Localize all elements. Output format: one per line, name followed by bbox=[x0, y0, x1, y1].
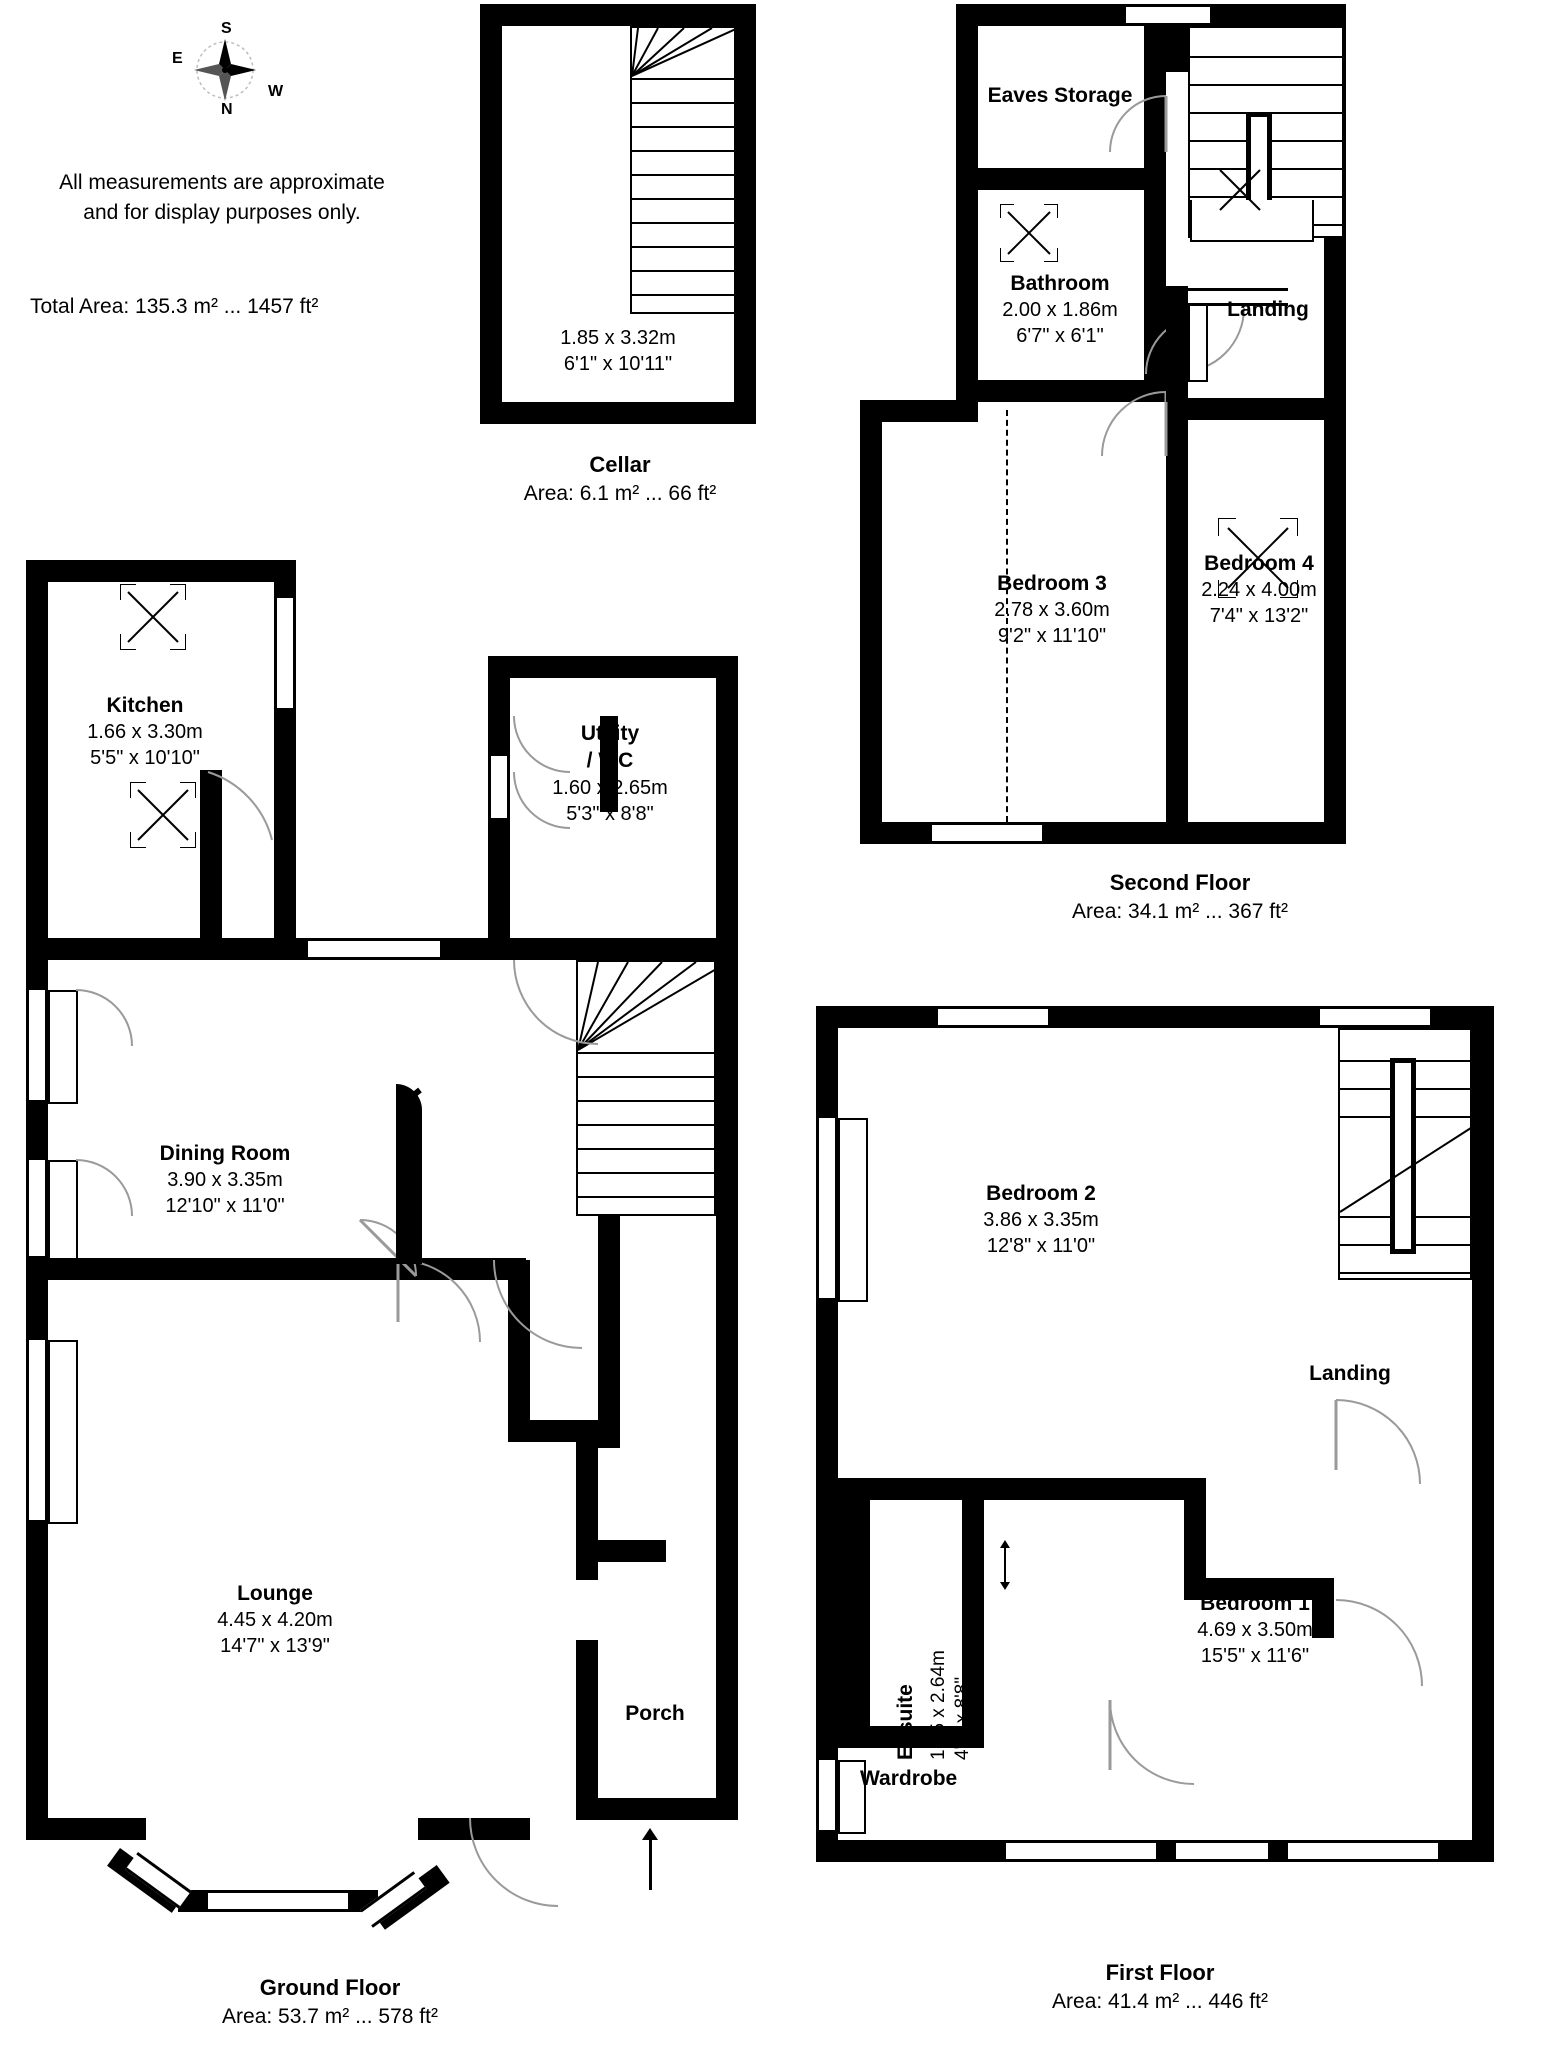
ground-wall-lounge-top bbox=[26, 1258, 526, 1280]
ground-wall-utility-bottom bbox=[598, 938, 738, 960]
second-landing-name: Landing bbox=[1227, 298, 1309, 321]
bedroom4-name: Bedroom 4 bbox=[1204, 552, 1314, 575]
first-landing-label bbox=[1250, 1360, 1450, 1387]
compass-label-e: E bbox=[172, 50, 183, 67]
bedroom4-dim-imperial: 7'4" x 13'2" bbox=[1209, 605, 1309, 628]
compass-label-n: N bbox=[221, 101, 233, 118]
second-window-bottom bbox=[932, 822, 1042, 844]
ground-wall-porch-block bbox=[576, 1540, 666, 1562]
stair-tread bbox=[632, 150, 738, 152]
ground-title-name: Ground Floor bbox=[259, 1975, 401, 2000]
stair-tread bbox=[578, 1124, 718, 1126]
bathroom-dim-metric: 2.00 x 1.86m bbox=[1002, 299, 1118, 322]
dining-room-dim-metric: 3.90 x 3.35m bbox=[167, 1169, 283, 1192]
kitchen-window-right bbox=[274, 598, 296, 708]
wardrobe-name: Wardrobe bbox=[860, 1767, 958, 1790]
stair-tread bbox=[1340, 1272, 1474, 1274]
first-title-name: First Floor bbox=[1105, 1960, 1215, 1985]
bedroom3-dim-metric: 2.78 x 3.60m bbox=[994, 599, 1110, 622]
first-window-bottom-2 bbox=[1176, 1840, 1268, 1862]
bedroom2-dim-imperial: 12'8" x 11'0" bbox=[986, 1235, 1096, 1258]
stair-diagonal bbox=[1340, 1116, 1474, 1216]
stair-tread bbox=[578, 1100, 718, 1102]
ensuite-dims-vertical-imp bbox=[952, 1677, 974, 1760]
cellar-title-area: Area: 6.1 m² ... 66 ft² bbox=[523, 482, 717, 505]
utility-name-2: / WC bbox=[586, 749, 634, 773]
lounge-dim-imperial: 14'7" x 13'9" bbox=[220, 1635, 330, 1658]
compass-label-w: W bbox=[268, 83, 284, 100]
bedroom2-label bbox=[896, 1180, 1186, 1259]
ground-wall-porch-right bbox=[716, 960, 738, 1820]
stair-winder bbox=[632, 28, 738, 78]
dining-alcove-1 bbox=[48, 990, 78, 1104]
second-floor-plan bbox=[860, 0, 1500, 860]
first-landing-name: Landing bbox=[1309, 1362, 1391, 1385]
first-floor-title bbox=[940, 1960, 1380, 2014]
lounge-name: Lounge bbox=[237, 1582, 313, 1605]
ensuite-dim-metric: 1.35 x 2.64m bbox=[928, 1650, 949, 1760]
entrance-arrow-shaft bbox=[649, 1840, 652, 1890]
ground-wall-lounge-right bbox=[508, 1260, 530, 1440]
first-floor-plan bbox=[810, 1000, 1510, 1880]
cellar-wall-top bbox=[480, 4, 756, 26]
eaves-storage-label bbox=[970, 82, 1150, 109]
disclaimer-text bbox=[12, 168, 432, 228]
kitchen-label bbox=[30, 692, 260, 771]
compass-label-s: S bbox=[221, 20, 232, 37]
bedroom1-dim-imperial: 15'5" x 11'6" bbox=[1200, 1645, 1310, 1668]
cellar-plan bbox=[480, 0, 760, 470]
bedroom1-dim-metric: 4.69 x 3.50m bbox=[1197, 1619, 1313, 1642]
kitchen-fitting-x-2 bbox=[130, 782, 196, 848]
porch-label bbox=[580, 1700, 730, 1727]
dining-room-name: Dining Room bbox=[159, 1142, 291, 1165]
bedroom1-name: Bedroom 1 bbox=[1200, 1592, 1310, 1615]
second-floor-title bbox=[960, 870, 1400, 924]
ensuite-name: Ensuite bbox=[894, 1684, 917, 1760]
second-window-top bbox=[1126, 4, 1210, 26]
first-wall-left bbox=[816, 1006, 838, 1706]
ground-wall-porch-innerleft bbox=[576, 1640, 598, 1820]
first-wall-bed2-bottom bbox=[816, 1478, 1206, 1500]
lounge-alcove bbox=[48, 1340, 78, 1524]
dining-room-label bbox=[80, 1140, 370, 1219]
second-wall-eaves-bottom bbox=[956, 168, 1166, 190]
second-landing-label bbox=[1178, 296, 1358, 323]
utility-name: Utility bbox=[580, 722, 640, 745]
bedroom2-window-left bbox=[816, 1118, 838, 1298]
cellar-dim-metric: 1.85 x 3.32m bbox=[560, 327, 676, 349]
ensuite-alcove bbox=[838, 1500, 870, 1748]
stair-tread bbox=[578, 1196, 718, 1198]
disclaimer-line-1: All measurements are approximate bbox=[59, 171, 385, 194]
second-wall-step bbox=[860, 400, 978, 422]
stair-tread bbox=[632, 78, 738, 80]
dining-window-left-1 bbox=[26, 990, 48, 1100]
ground-wall-bay-left bbox=[26, 1818, 146, 1840]
lounge-label bbox=[160, 1580, 390, 1659]
bedroom4-dim-metric: 2.24 x 4.00m bbox=[1201, 579, 1317, 602]
ensuite-dim-imperial: 4'5" x 8'8" bbox=[952, 1676, 973, 1760]
first-title-area: Area: 41.4 m² ... 446 ft² bbox=[1052, 1990, 1268, 2013]
second-wall-bed4-top bbox=[1166, 398, 1346, 420]
bathroom-fitting-x bbox=[1000, 204, 1058, 262]
dining-window-left-2 bbox=[26, 1160, 48, 1256]
bathroom-dim-imperial: 6'7" x 6'1" bbox=[1016, 325, 1104, 348]
utility-dim-imperial: 5'3" x 8'8" bbox=[566, 802, 654, 825]
kitchen-dim-metric: 1.66 x 3.30m bbox=[87, 721, 203, 744]
stair-tread bbox=[632, 198, 738, 200]
kitchen-dim-imperial: 5'5" x 10'10" bbox=[90, 747, 200, 770]
first-window-bottom-3 bbox=[1288, 1840, 1438, 1862]
cellar-staircase bbox=[630, 26, 736, 314]
disclaimer-line-2: and for display purposes only. bbox=[83, 200, 361, 224]
stair-tread bbox=[578, 1172, 718, 1174]
ground-wall-lounge-rightlow bbox=[576, 1420, 598, 1540]
bedroom3-name: Bedroom 3 bbox=[997, 572, 1107, 595]
ensuite-opening-arrow bbox=[998, 1540, 1012, 1590]
ground-floor-title bbox=[110, 1975, 550, 2029]
dining-alcove-2 bbox=[48, 1160, 78, 1260]
second-title-name: Second Floor bbox=[1109, 870, 1251, 895]
stair-tread bbox=[578, 1076, 718, 1078]
bedroom3-dim-imperial: 9'2" x 11'10" bbox=[997, 625, 1107, 648]
porch-name: Porch bbox=[625, 1702, 685, 1725]
ground-wall-kitchen-top bbox=[26, 560, 296, 582]
dining-room-dim-imperial: 12'10" x 11'0" bbox=[165, 1195, 285, 1218]
stair-tread bbox=[1190, 84, 1346, 86]
ground-floor-plan bbox=[20, 560, 780, 1960]
bedroom4-label bbox=[1166, 550, 1352, 629]
bedroom2-alcove bbox=[838, 1118, 868, 1302]
stair-tread bbox=[1190, 56, 1346, 58]
cellar-dim-imperial: 6'1" x 10'11" bbox=[563, 353, 673, 375]
stair-tread bbox=[578, 1148, 718, 1150]
ground-staircase bbox=[576, 960, 716, 1216]
stair-tread bbox=[578, 1052, 718, 1054]
cellar-wall-bottom bbox=[480, 402, 756, 424]
lounge-window-left bbox=[26, 1340, 48, 1520]
stair-tread bbox=[632, 102, 738, 104]
stair-winder bbox=[578, 962, 718, 1052]
ground-title-area: Area: 53.7 m² ... 578 ft² bbox=[222, 2005, 438, 2028]
bay-window-center bbox=[208, 1890, 348, 1912]
second-wall-left-low bbox=[860, 400, 882, 844]
utility-label bbox=[490, 720, 730, 827]
ground-wall-utility-top bbox=[488, 656, 738, 678]
bedroom2-name: Bedroom 2 bbox=[986, 1182, 1096, 1205]
cellar-floor-title bbox=[400, 452, 840, 506]
bedroom1-label bbox=[1110, 1590, 1400, 1669]
second-title-area: Area: 34.1 m² ... 367 ft² bbox=[1072, 900, 1288, 923]
compass-rose bbox=[170, 20, 284, 118]
stair-tread bbox=[632, 294, 738, 296]
second-wall-bed3-top bbox=[956, 380, 1188, 402]
ground-wall-porch-bottom bbox=[576, 1798, 738, 1820]
stair-tread bbox=[632, 126, 738, 128]
entrance-arrow-head bbox=[642, 1828, 658, 1840]
kitchen-name: Kitchen bbox=[106, 694, 184, 717]
bedroom2-dim-metric: 3.86 x 3.35m bbox=[983, 1209, 1099, 1232]
stair-tread bbox=[632, 270, 738, 272]
ground-wall-lounge-curve bbox=[396, 1084, 422, 1264]
first-window-top-1 bbox=[938, 1006, 1048, 1028]
cellar-room-label bbox=[498, 325, 738, 377]
ensuite-label-vertical bbox=[894, 1684, 918, 1760]
ensuite-dims-vertical bbox=[928, 1650, 950, 1760]
utility-dim-metric: 1.60 x 2.65m bbox=[552, 776, 668, 799]
bathroom-label bbox=[960, 270, 1160, 349]
ground-wall-kitchen-step bbox=[200, 770, 222, 960]
total-area-text: Total Area: 135.3 m² ... 1457 ft² bbox=[30, 295, 319, 318]
first-staircase bbox=[1338, 1028, 1472, 1280]
dining-window-top bbox=[308, 938, 440, 960]
stair-tread bbox=[632, 222, 738, 224]
eaves-storage-name: Eaves Storage bbox=[987, 84, 1133, 107]
stair-tread bbox=[632, 246, 738, 248]
wardrobe-door bbox=[816, 1760, 838, 1830]
ground-wall-bay-right bbox=[418, 1818, 530, 1840]
wardrobe-label bbox=[860, 1765, 1060, 1792]
lounge-dim-metric: 4.45 x 4.20m bbox=[217, 1609, 333, 1632]
stair-tread bbox=[632, 174, 738, 176]
cellar-title-name: Cellar bbox=[589, 452, 651, 477]
second-wall-left-mid bbox=[956, 4, 978, 416]
first-wall-right bbox=[1472, 1006, 1494, 1862]
first-window-top-2 bbox=[1320, 1006, 1430, 1028]
first-window-bottom-1 bbox=[1006, 1840, 1156, 1862]
stair-void-x bbox=[1218, 168, 1262, 212]
bathroom-name: Bathroom bbox=[1010, 272, 1110, 295]
bedroom3-label bbox=[942, 570, 1162, 649]
kitchen-fitting-x-1 bbox=[120, 584, 186, 650]
